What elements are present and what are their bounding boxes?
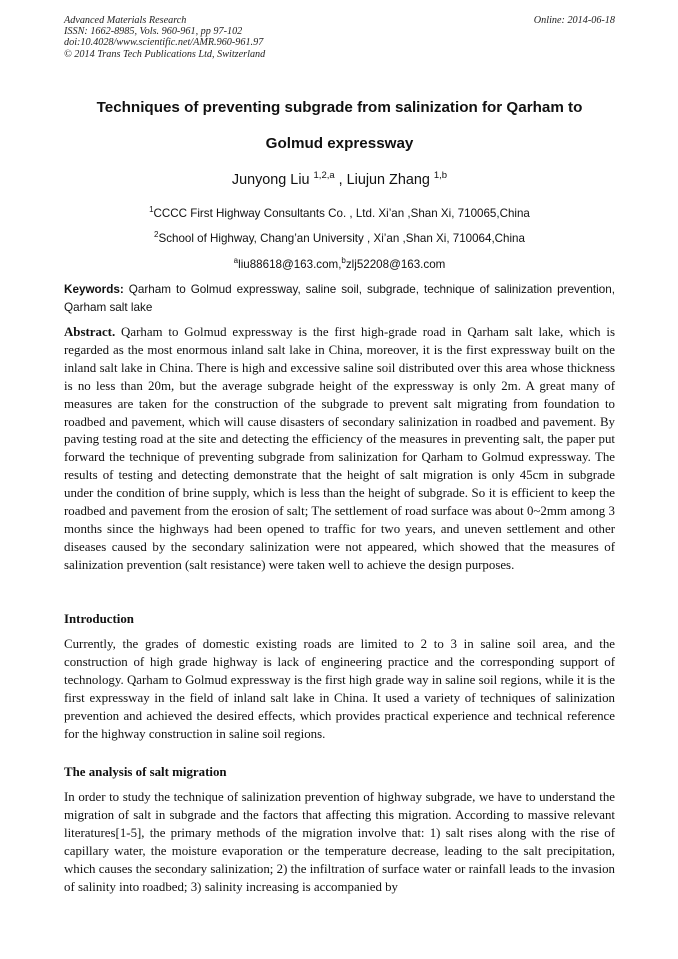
author-1-affiliation: 1,2,a — [313, 170, 335, 181]
email-b-marker: b — [341, 256, 346, 265]
abstract-label: Abstract. — [64, 325, 116, 339]
abstract — [64, 324, 615, 575]
journal-header — [64, 15, 615, 60]
keywords-label: Keywords: — [64, 283, 124, 296]
abstract-text: Qarham to Golmud expressway is the first high-grade road in Qarham salt lake, which is regarded as the most enormous inland salt lake in China, moreover, it is the first expressway built on the inland salt lake in China. There is high and excessive saline soil distributed over this area whose thickness is no less than 20m, but the average subgrade height of the expressway is only 2m. A great many of measures are taken for the construction of the subgrade to prevent salt migrating from foundation to roadbed and pavement, which will cause disasters of secondary salinization in roadbed and pavement. By paving testing road at the site and detecting the efficiency of the measures in preventing salt, the paper put forward the technique of preventing subgrade from salinization for Qarham to Golmud expressway. The results of testing and detecting demonstrate that the height of salt migration is only 45cm in subgrade under the condition of brine supply, which is less than the height of subgrade. So it is efficient to keep the roadbed and pavement from the erosion of salt; The settlement of road surface was about 0~2mm among 3 months since the highways had been opened to traffic for two years, and uneven settlement and other diseases caused by the secondary salinization were not appeared, which showed that the measures of salinization prevention (salt resistance) were taken well to achieve the design purposes. — [64, 325, 615, 572]
doi-line: doi:10.4028/www.scientific.net/AMR.960-961.97 — [64, 37, 264, 49]
affiliation-2-text: School of Highway, Chang’an University , Xi’an ,Shan Xi, 710064,China — [158, 232, 525, 245]
author-list — [64, 166, 615, 190]
introduction-paragraph: Currently, the grades of domestic existing roads are limited to 2 to 3 in saline soil area, and the construction of high grade highway is lack of engineering practice and the corresponding support of technology. Qarham to Golmud expressway is the first high grade way in saline soil regions, while it is the first expressway in the field of inland salt lake in China. It used a variety of techniques of salinization prevention and achieved the desired effects, which provides practical experience and technical reference for the highway construction in saline soil regions. — [64, 637, 615, 741]
salt-migration-heading: The analysis of salt migration — [64, 765, 227, 779]
author-2-name: Liujun Zhang — [346, 172, 434, 188]
title-line-1: Techniques of preventing subgrade from salinization for Qarham to — [96, 99, 583, 116]
affiliation-1 — [64, 202, 615, 222]
introduction-heading: Introduction — [64, 612, 134, 626]
copyright-line: © 2014 Trans Tech Publications Ltd, Switzerland — [64, 48, 266, 60]
email-a-marker: a — [233, 256, 239, 265]
email-b: zlj52208@163.com — [345, 258, 446, 271]
paper-title — [64, 90, 615, 162]
title-line-2: Golmud expressway — [265, 135, 414, 152]
keywords — [64, 281, 615, 317]
journal-name: Advanced Materials Research — [64, 15, 187, 26]
affiliation-2-marker: 2 — [154, 230, 159, 239]
affiliation-1-marker: 1 — [149, 205, 154, 214]
author-1-name: Junyong Liu — [231, 172, 314, 188]
keywords-text: Qarham to Golmud expressway, saline soil, subgrade, technique of salinization prevention, Qarham salt lake — [64, 283, 615, 314]
author-emails — [64, 253, 615, 273]
affiliation-2 — [64, 227, 615, 247]
salt-migration-paragraph: In order to study the technique of salinization prevention of highway subgrade, we have to understand the migration of salt in subgrade and the factors that affecting this migration. According to massive relevant literatures[1-5], the primary methods of the migration involve that: 1) salt rises along with the rise of capillary water, the moisture evaporation or the temperature decrease, leading to the salt precipitation, which causes the secondary salinization; 2) the infiltration of surface water or rainfall leads to the invasion of salinity into roadbed; 3) salinity increasing is accompanied by — [64, 790, 615, 894]
issn-line: ISSN: 1662-8985, Vols. 960-961, pp 97-102 — [64, 26, 243, 38]
author-2-affiliation: 1,b — [433, 170, 448, 181]
email-a: liu88618@163.com, — [238, 258, 342, 271]
online-date: Online: 2014-06-18 — [533, 15, 615, 26]
affiliation-1-text: CCCC First Highway Consultants Co. , Ltd. Xi’an ,Shan Xi, 710065,China — [153, 207, 530, 220]
author-separator: , — [334, 172, 347, 188]
